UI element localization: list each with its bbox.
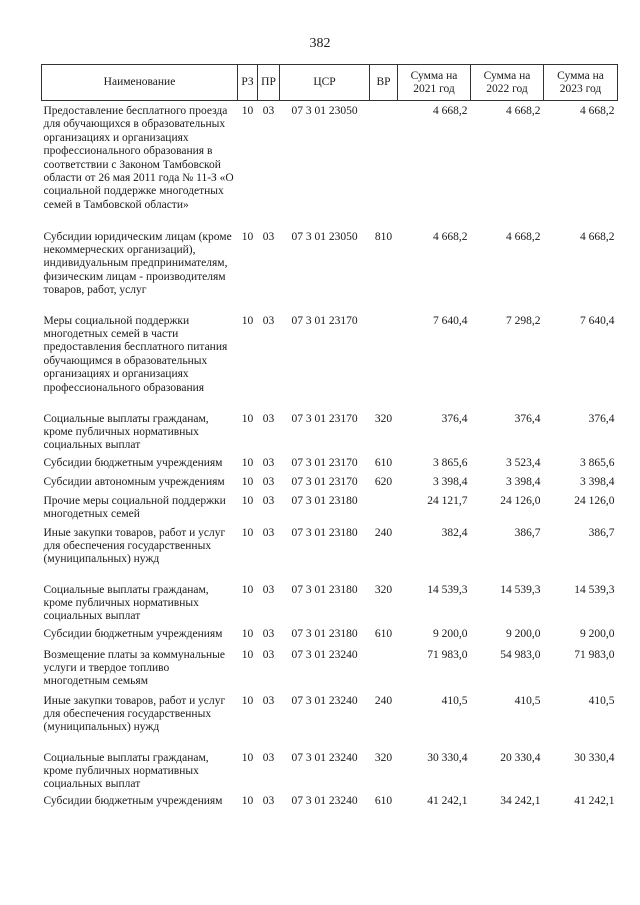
cell-sum-2021: 14 539,3 (427, 583, 468, 596)
cell-pr: 03 (262, 494, 275, 507)
table-row (42, 474, 618, 493)
table-header (42, 65, 618, 101)
header-pr: ПР (258, 65, 280, 101)
table-row (42, 101, 618, 229)
table-row (42, 229, 618, 313)
header-rz: РЗ (238, 65, 258, 101)
table-row (42, 493, 618, 525)
cell-sum-2023: 7 640,4 (580, 314, 615, 327)
cell-rz: 10 (241, 526, 254, 539)
cell-sum-2023: 3 865,6 (580, 456, 615, 469)
cell-csr: 07 3 01 23170 (291, 412, 358, 425)
cell-pr: 03 (262, 314, 275, 327)
cell-pr: 03 (262, 526, 275, 539)
cell-name: Субсидии автономным учреждениям (43, 475, 225, 488)
cell-vr: 320 (374, 751, 393, 764)
cell-sum-2023: 4 668,2 (580, 105, 615, 117)
cell-sum-2021: 24 121,7 (427, 494, 468, 507)
cell-sum-2023: 376,4 (588, 412, 615, 425)
cell-vr (370, 647, 398, 693)
cell-csr: 07 3 01 23170 (291, 456, 358, 469)
cell-rz: 10 (241, 583, 254, 596)
cell-csr: 07 3 01 23170 (291, 475, 358, 488)
cell-sum-2023: 24 126,0 (574, 494, 615, 507)
cell-name: Прочие меры социальной поддержки многодетных семей (43, 494, 226, 520)
cell-csr: 07 3 01 23240 (291, 751, 358, 764)
cell-pr: 03 (262, 627, 275, 640)
cell-sum-2022: 4 668,2 (506, 230, 541, 243)
cell-sum-2022: 9 200,0 (506, 627, 541, 640)
cell-pr: 03 (262, 583, 275, 596)
table-row (42, 582, 618, 626)
cell-sum-2022: 54 983,0 (500, 648, 541, 661)
cell-rz: 10 (241, 494, 254, 507)
cell-vr: 620 (374, 475, 393, 488)
cell-csr: 07 3 01 23050 (291, 230, 358, 243)
cell-name: Субсидии юридическим лицам (кроме некоммерческих организаций), индивидуальным предпринимателям, физическим лицам - производителям товаров, работ, услуг (43, 230, 232, 297)
cell-sum-2021: 7 640,4 (433, 314, 468, 327)
cell-csr: 07 3 01 23180 (291, 494, 358, 507)
cell-sum-2022: 34 242,1 (500, 794, 541, 807)
cell-sum-2023: 14 539,3 (574, 583, 615, 596)
cell-name: Социальные выплаты гражданам, кроме публичных нормативных социальных выплат (43, 583, 209, 623)
cell-sum-2023: 71 983,0 (574, 648, 615, 661)
cell-sum-2021: 376,4 (441, 412, 468, 425)
cell-sum-2023: 3 398,4 (580, 475, 615, 488)
table-row (42, 647, 618, 693)
cell-pr: 03 (262, 105, 275, 117)
cell-rz: 10 (241, 412, 254, 425)
cell-name: Субсидии бюджетным учреждениям (43, 627, 223, 640)
header-sum-2023: Сумма на 2023 год (544, 65, 618, 101)
cell-name: Предоставление бесплатного проезда для обучающихся в образовательных организациях и организациях профессионального образования в соответствии с Законом Тамбовской области от 26 мая 2011 года № 11-З «О социальной поддержке многодетных семей в Тамбовской области» (43, 105, 234, 211)
cell-sum-2022: 3 398,4 (506, 475, 541, 488)
cell-sum-2022: 7 298,2 (506, 314, 541, 327)
cell-vr: 240 (374, 694, 393, 707)
cell-vr (370, 493, 398, 525)
cell-csr: 07 3 01 23180 (291, 583, 358, 596)
cell-vr: 610 (374, 456, 393, 469)
cell-csr: 07 3 01 23240 (291, 694, 358, 707)
cell-rz: 10 (241, 475, 254, 488)
cell-vr: 240 (374, 526, 393, 539)
cell-rz: 10 (241, 751, 254, 764)
cell-sum-2022: 410,5 (514, 694, 541, 707)
cell-csr: 07 3 01 23180 (291, 526, 358, 539)
cell-sum-2021: 41 242,1 (427, 794, 468, 807)
table-row (42, 626, 618, 647)
cell-name: Иные закупки товаров, работ и услуг для обеспечения государственных (муниципальных) нужд (43, 694, 226, 734)
cell-sum-2021: 30 330,4 (427, 751, 468, 764)
cell-sum-2021: 4 668,2 (433, 230, 468, 243)
cell-csr: 07 3 01 23240 (291, 794, 358, 807)
cell-sum-2023: 30 330,4 (574, 751, 615, 764)
cell-pr: 03 (262, 648, 275, 661)
cell-name: Возмещение платы за коммунальные услуги и твердое топливо многодетным семьям (43, 648, 225, 688)
cell-rz: 10 (241, 456, 254, 469)
cell-pr: 03 (262, 794, 275, 807)
header-vr: ВР (370, 65, 398, 101)
cell-sum-2022: 4 668,2 (506, 105, 541, 117)
cell-sum-2021: 3 865,6 (433, 456, 468, 469)
page-number: 382 (309, 36, 331, 51)
cell-sum-2021: 410,5 (441, 694, 468, 707)
cell-pr: 03 (262, 456, 275, 469)
cell-name: Иные закупки товаров, работ и услуг для обеспечения государственных (муниципальных) нужд (43, 526, 226, 566)
table-row (42, 411, 618, 455)
cell-rz: 10 (241, 648, 254, 661)
header-sum-2022: Сумма на 2022 год (471, 65, 544, 101)
cell-pr: 03 (262, 412, 275, 425)
table-row (42, 793, 618, 813)
cell-rz: 10 (241, 794, 254, 807)
cell-vr (370, 313, 398, 411)
cell-name: Социальные выплаты гражданам, кроме публичных нормативных социальных выплат (43, 751, 209, 791)
cell-name: Субсидии бюджетным учреждениям (43, 456, 223, 469)
cell-sum-2023: 386,7 (588, 526, 615, 539)
table-row (42, 313, 618, 411)
cell-csr: 07 3 01 23240 (291, 648, 358, 661)
table-row (42, 525, 618, 582)
cell-pr: 03 (262, 751, 275, 764)
table-body (42, 101, 618, 813)
cell-name: Меры социальной поддержки многодетных семей в части предоставления бесплатного питания обучающимся в образовательных организациях и организациях профессионального образования (43, 314, 228, 394)
cell-sum-2023: 9 200,0 (580, 627, 615, 640)
cell-sum-2022: 386,7 (514, 526, 541, 539)
cell-pr: 03 (262, 694, 275, 707)
cell-sum-2023: 41 242,1 (574, 794, 615, 807)
cell-rz: 10 (241, 314, 254, 327)
cell-sum-2021: 3 398,4 (433, 475, 468, 488)
cell-sum-2022: 20 330,4 (500, 751, 541, 764)
header-csr: ЦСР (280, 65, 370, 101)
header-name: Наименование (42, 65, 238, 101)
cell-sum-2022: 24 126,0 (500, 494, 541, 507)
cell-sum-2021: 382,4 (441, 526, 468, 539)
cell-vr (370, 101, 398, 229)
cell-sum-2023: 4 668,2 (580, 230, 615, 243)
header-sum-2021: Сумма на 2021 год (398, 65, 471, 101)
cell-sum-2022: 3 523,4 (506, 456, 541, 469)
cell-sum-2021: 71 983,0 (427, 648, 468, 661)
budget-table (41, 64, 618, 813)
cell-vr: 610 (374, 794, 393, 807)
cell-pr: 03 (262, 230, 275, 243)
cell-sum-2021: 9 200,0 (433, 627, 468, 640)
cell-csr: 07 3 01 23170 (291, 314, 358, 327)
cell-sum-2022: 14 539,3 (500, 583, 541, 596)
cell-pr: 03 (262, 475, 275, 488)
cell-csr: 07 3 01 23180 (291, 627, 358, 640)
cell-vr: 610 (374, 627, 393, 640)
cell-csr: 07 3 01 23050 (291, 105, 358, 117)
table-row (42, 455, 618, 474)
cell-name: Социальные выплаты гражданам, кроме публичных нормативных социальных выплат (43, 412, 209, 452)
cell-rz: 10 (241, 105, 254, 117)
cell-vr: 320 (374, 412, 393, 425)
cell-rz: 10 (241, 230, 254, 243)
cell-name: Субсидии бюджетным учреждениям (43, 794, 223, 807)
cell-sum-2023: 410,5 (588, 694, 615, 707)
table-row (42, 693, 618, 750)
cell-vr: 810 (374, 230, 393, 243)
cell-rz: 10 (241, 627, 254, 640)
table-row (42, 750, 618, 793)
cell-vr: 320 (374, 583, 393, 596)
cell-sum-2022: 376,4 (514, 412, 541, 425)
cell-rz: 10 (241, 694, 254, 707)
cell-sum-2021: 4 668,2 (433, 105, 468, 117)
